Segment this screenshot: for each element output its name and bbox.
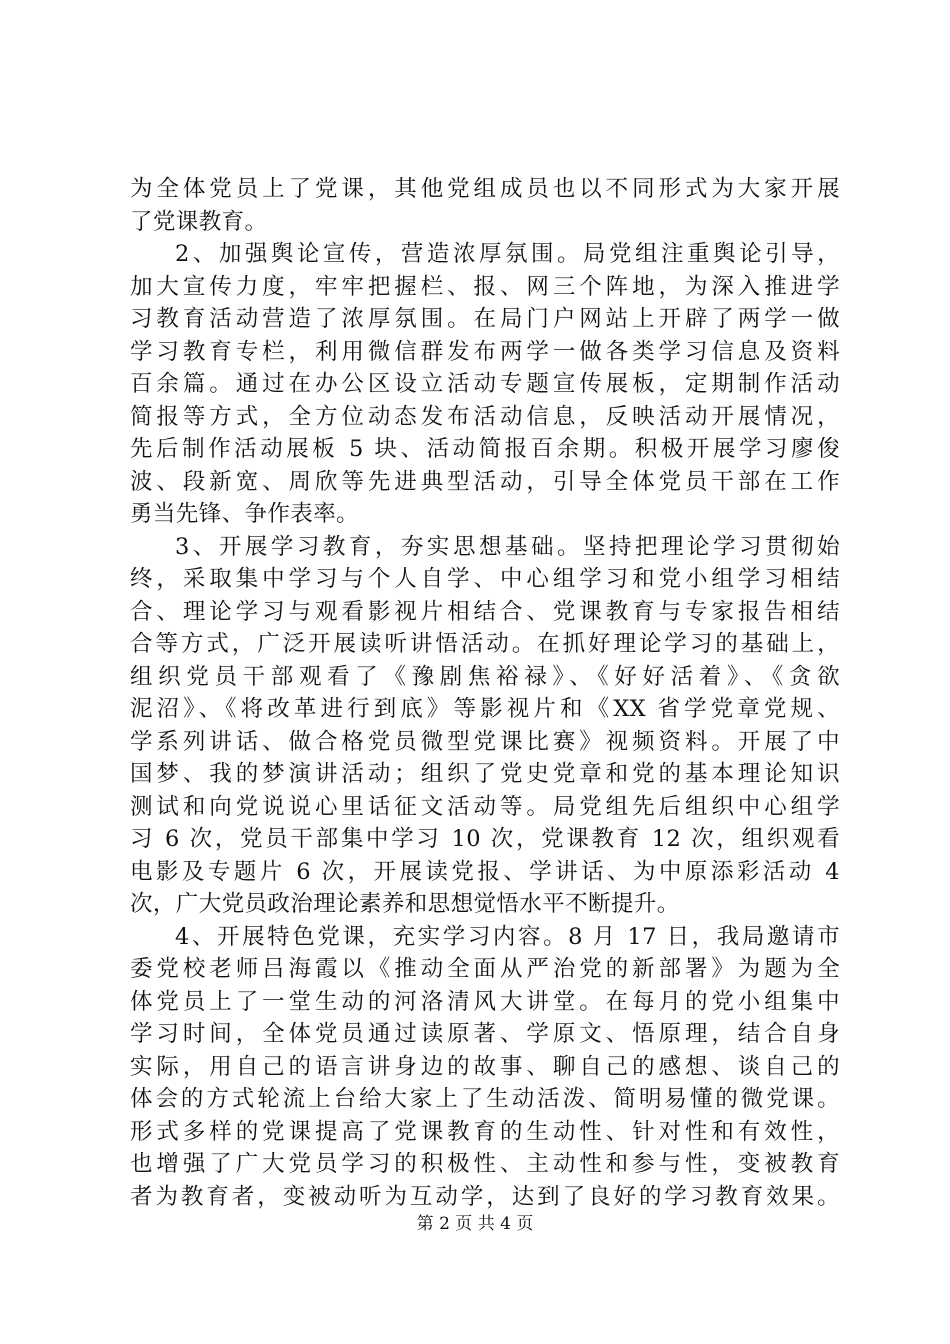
- text-line: 学习时间，全体党员通过读原著、学原文、悟原理，结合自身: [130, 1021, 840, 1047]
- text-line: 国梦、我的梦演讲活动；组织了党史党章和党的基本理论知识: [130, 761, 840, 787]
- text-line: 实际，用自己的语言讲身边的故事、聊自己的感想、谈自己的: [130, 1053, 840, 1080]
- text-line: 4、开展特色党课，充实学习内容。8 月 17 日，我局邀请市: [175, 923, 840, 950]
- text-line: 委党校老师吕海霞以《推动全面从严治党的新部署》为题为全: [130, 956, 840, 982]
- text-line: 形式多样的党课提高了党课教育的生动性、针对性和有效性，: [130, 1118, 840, 1145]
- text-line: 了党课教育。: [130, 208, 268, 235]
- text-line: 也增强了广大党员学习的积极性、主动性和参与性，变被教育: [130, 1151, 840, 1177]
- text-line: 加大宣传力度，牢牢把握栏、报、网三个阵地，为深入推进学: [130, 273, 840, 300]
- text-line: 体会的方式轮流上台给大家上了生动活泼、简明易懂的微党课。: [130, 1086, 840, 1112]
- text-line: 习 6 次，党员干部集中学习 10 次，党课教育 12 次，组织观看: [130, 826, 840, 852]
- text-line: 为全体党员上了党课，其他党组成员也以不同形式为大家开展: [130, 176, 840, 202]
- text-line: 2、加强舆论宣传，营造浓厚氛围。局党组注重舆论引导，: [175, 241, 840, 267]
- text-line: 百余篇。通过在办公区设立活动专题宣传展板，定期制作活动: [130, 371, 840, 397]
- text-line: 合等方式，广泛开展读听讲悟活动。在抓好理论学习的基础上，: [130, 631, 840, 657]
- text-line: 次，广大党员政治理论素养和思想觉悟水平不断提升。: [130, 891, 680, 917]
- text-line: 终，采取集中学习与个人自学、中心组学习和党小组学习相结: [130, 566, 840, 592]
- text-line: 泥沼》、《将改革进行到底》等影视片和《XX 省学党章党规、: [130, 696, 840, 722]
- text-line: 波、段新宽、周欣等先进典型活动，引导全体党员干部在工作: [130, 468, 840, 495]
- text-line: 组织党员干部观看了《豫剧焦裕禄》、《好好活着》、《贪欲: [130, 663, 840, 690]
- text-line: 简报等方式，全方位动态发布活动信息，反映活动开展情况，: [130, 403, 840, 430]
- text-line: 学系列讲话、做合格党员微型党课比赛》视频资料。开展了中: [130, 728, 840, 755]
- text-line: 勇当先锋、争作表率。: [130, 501, 360, 527]
- text-line: 体党员上了一堂生动的河洛清风大讲堂。在每月的党小组集中: [130, 988, 840, 1015]
- text-line: 测试和向党说说心里话征文活动等。局党组先后组织中心组学: [130, 793, 840, 820]
- document-body: [130, 173, 840, 1213]
- text-line: 电影及专题片 6 次，开展读党报、学讲话、为中原添彩活动 4: [130, 858, 840, 885]
- text-line: 习教育活动营造了浓厚氛围。在局门户网站上开辟了两学一做: [130, 306, 840, 332]
- text-line: 合、理论学习与观看影视片相结合、党课教育与专家报告相结: [130, 598, 840, 625]
- text-line: 者为教育者，变被动听为互动学，达到了良好的学习教育效果。: [130, 1183, 840, 1210]
- page-footer: 第 2 页 共 4 页: [416, 1214, 534, 1234]
- text-line: 3、开展学习教育，夯实思想基础。坚持把理论学习贯彻始: [175, 533, 840, 560]
- text-line: 先后制作活动展板 5 块、活动简报百余期。积极开展学习廖俊: [130, 436, 840, 462]
- text-line: 学习教育专栏，利用微信群发布两学一做各类学习信息及资料: [130, 338, 840, 365]
